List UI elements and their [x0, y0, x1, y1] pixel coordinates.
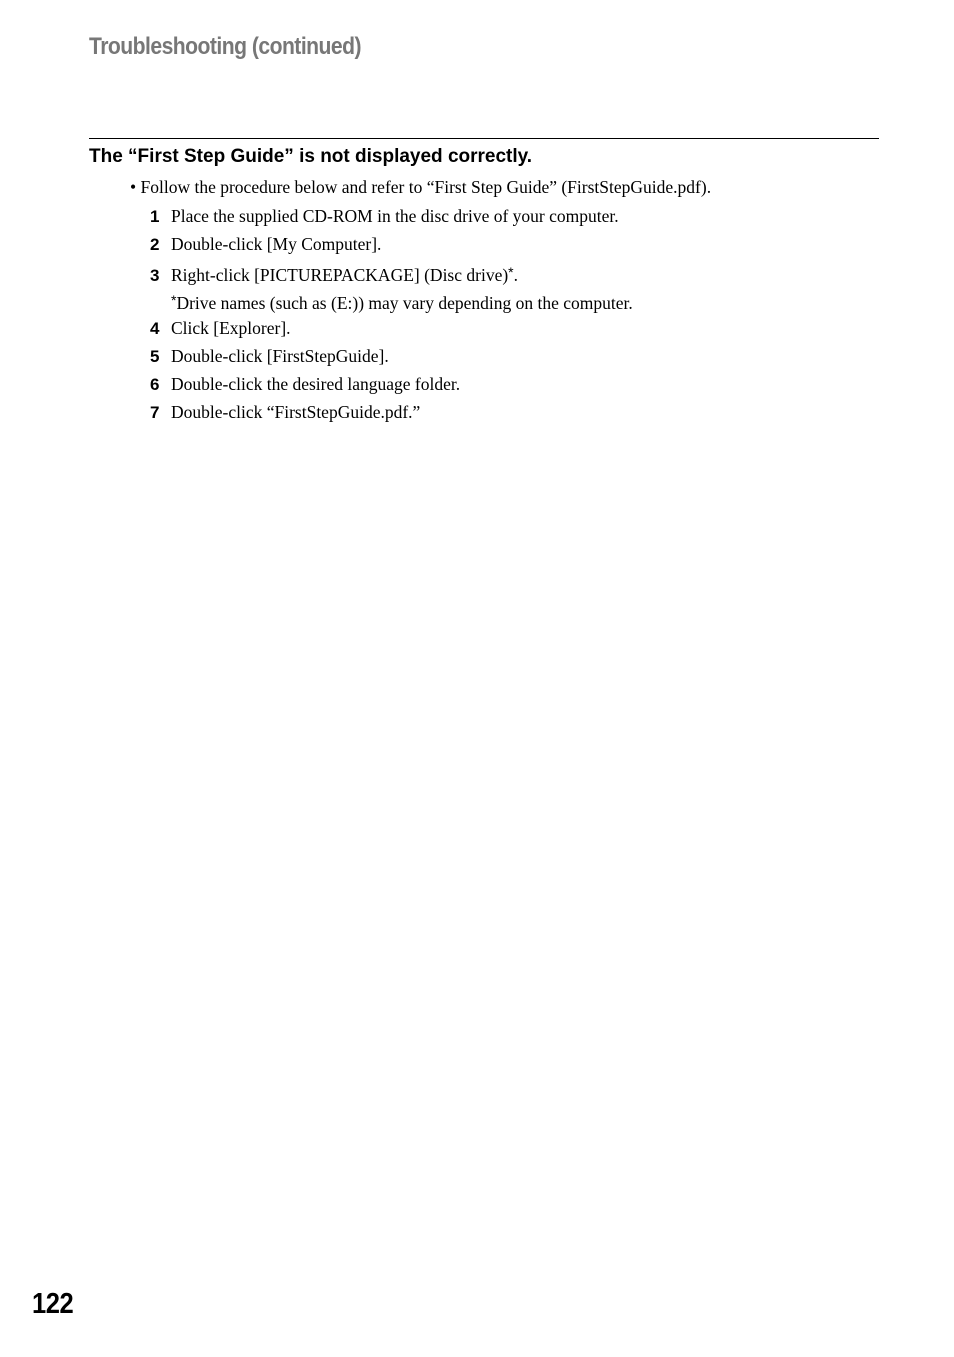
step-text: Double-click the desired language folder. — [171, 374, 461, 394]
footnote — [171, 288, 633, 312]
footnote-mark: * — [171, 292, 177, 308]
footnote-text: Drive names (such as (E:)) may vary depending on the computer. — [176, 293, 633, 313]
step-number: 3 — [150, 266, 160, 285]
step-number: 4 — [150, 319, 160, 338]
step-text: Double-click [My Computer]. — [171, 234, 382, 254]
section-divider — [89, 138, 879, 139]
step-1 — [150, 204, 619, 228]
step-text: Right-click [PICTUREPACKAGE] (Disc drive) — [171, 265, 509, 285]
asterisk-mark: * — [508, 264, 514, 280]
step-2 — [150, 232, 381, 256]
step-number: 1 — [150, 207, 160, 226]
section-heading: The “First Step Guide” is not displayed correctly. — [89, 146, 533, 167]
step-3 — [150, 260, 518, 284]
step-5 — [150, 344, 389, 368]
page-header-title: Troubleshooting (continued) — [89, 33, 362, 60]
step-text-end: . — [513, 265, 518, 285]
step-6 — [150, 372, 460, 396]
step-text: Double-click [FirstStepGuide]. — [171, 346, 389, 366]
step-number: 2 — [150, 235, 160, 254]
page-number: 122 — [32, 1288, 74, 1320]
step-number: 6 — [150, 375, 160, 394]
step-number: 5 — [150, 347, 160, 366]
step-4 — [150, 316, 291, 340]
step-text: Double-click “FirstStepGuide.pdf.” — [171, 402, 421, 422]
bullet-instruction: • Follow the procedure below and refer to “First Step Guide” (FirstStepGuide.pdf). — [130, 177, 712, 197]
step-text: Click [Explorer]. — [171, 318, 291, 338]
step-number: 7 — [150, 403, 160, 422]
step-text: Place the supplied CD-ROM in the disc drive of your computer. — [171, 206, 619, 226]
step-7 — [150, 400, 420, 424]
